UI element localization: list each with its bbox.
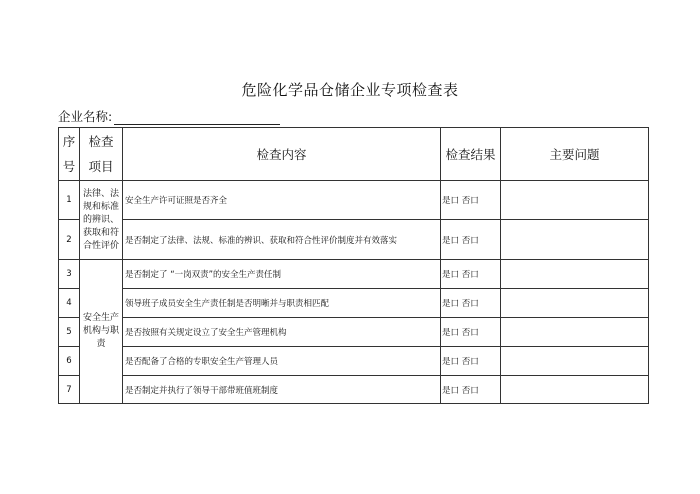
header-no-line1: 序	[62, 134, 76, 149]
row-result[interactable]: 是口 否口	[441, 181, 501, 220]
row-issue[interactable]	[501, 220, 649, 260]
company-name-field	[58, 107, 280, 125]
header-issues: 主要问题	[501, 128, 649, 181]
row-no: 6	[59, 347, 80, 376]
page-title: 危险化学品仓储企业专项检查表	[241, 81, 459, 99]
row-no: 1	[59, 181, 80, 220]
table-row	[59, 181, 649, 220]
row-result[interactable]: 是口 否口	[441, 347, 501, 376]
row-content: 是否制定并执行了领导干部带班值班制度	[123, 376, 441, 404]
company-name-input[interactable]	[114, 110, 280, 125]
table-row	[59, 347, 649, 376]
table-row	[59, 260, 649, 289]
row-issue[interactable]	[501, 376, 649, 404]
header-item-line2: 项目	[88, 159, 114, 174]
inspection-table	[58, 127, 649, 404]
row-no: 5	[59, 318, 80, 347]
row-issue[interactable]	[501, 260, 649, 289]
row-result[interactable]: 是口 否口	[441, 220, 501, 260]
row-issue[interactable]	[501, 181, 649, 220]
row-content: 领导班子成员安全生产责任制是否明晰并与职责相匹配	[123, 289, 441, 318]
row-content: 是否制定了 “一岗双责”的安全生产责任制	[123, 260, 441, 289]
row-result[interactable]: 是口 否口	[441, 376, 501, 404]
row-issue[interactable]	[501, 347, 649, 376]
row-content: 是否制定了法律、法规、标准的辨识、获取和符合性评价制度并有效落实	[123, 220, 441, 260]
header-no-line2: 号	[62, 159, 76, 174]
row-no: 2	[59, 220, 80, 260]
table-row	[59, 318, 649, 347]
table-row	[59, 289, 649, 318]
table-row	[59, 376, 649, 404]
company-name-label: 企业名称:	[58, 109, 113, 124]
header-result: 检查结果	[441, 128, 501, 181]
row-no: 7	[59, 376, 80, 404]
row-issue[interactable]	[501, 318, 649, 347]
row-no: 4	[59, 289, 80, 318]
header-row	[59, 128, 649, 181]
row-result[interactable]: 是口 否口	[441, 318, 501, 347]
row-result[interactable]: 是口 否口	[441, 260, 501, 289]
category-cell: 法律、法规和标准的辨识、获取和符合性评价	[80, 181, 123, 260]
row-content: 是否按照有关规定设立了安全生产管理机构	[123, 318, 441, 347]
row-content: 是否配备了合格的专职安全生产管理人员	[123, 347, 441, 376]
row-no: 3	[59, 260, 80, 289]
header-item-line1: 检查	[88, 134, 114, 149]
category-cell: 安全生产机构与职责	[80, 260, 123, 404]
header-item	[80, 128, 123, 181]
row-result[interactable]: 是口 否口	[441, 289, 501, 318]
row-issue[interactable]	[501, 289, 649, 318]
table-row	[59, 220, 649, 260]
header-no	[59, 128, 80, 181]
header-content: 检查内容	[123, 128, 441, 181]
row-content: 安全生产许可证照是否齐全	[123, 181, 441, 220]
